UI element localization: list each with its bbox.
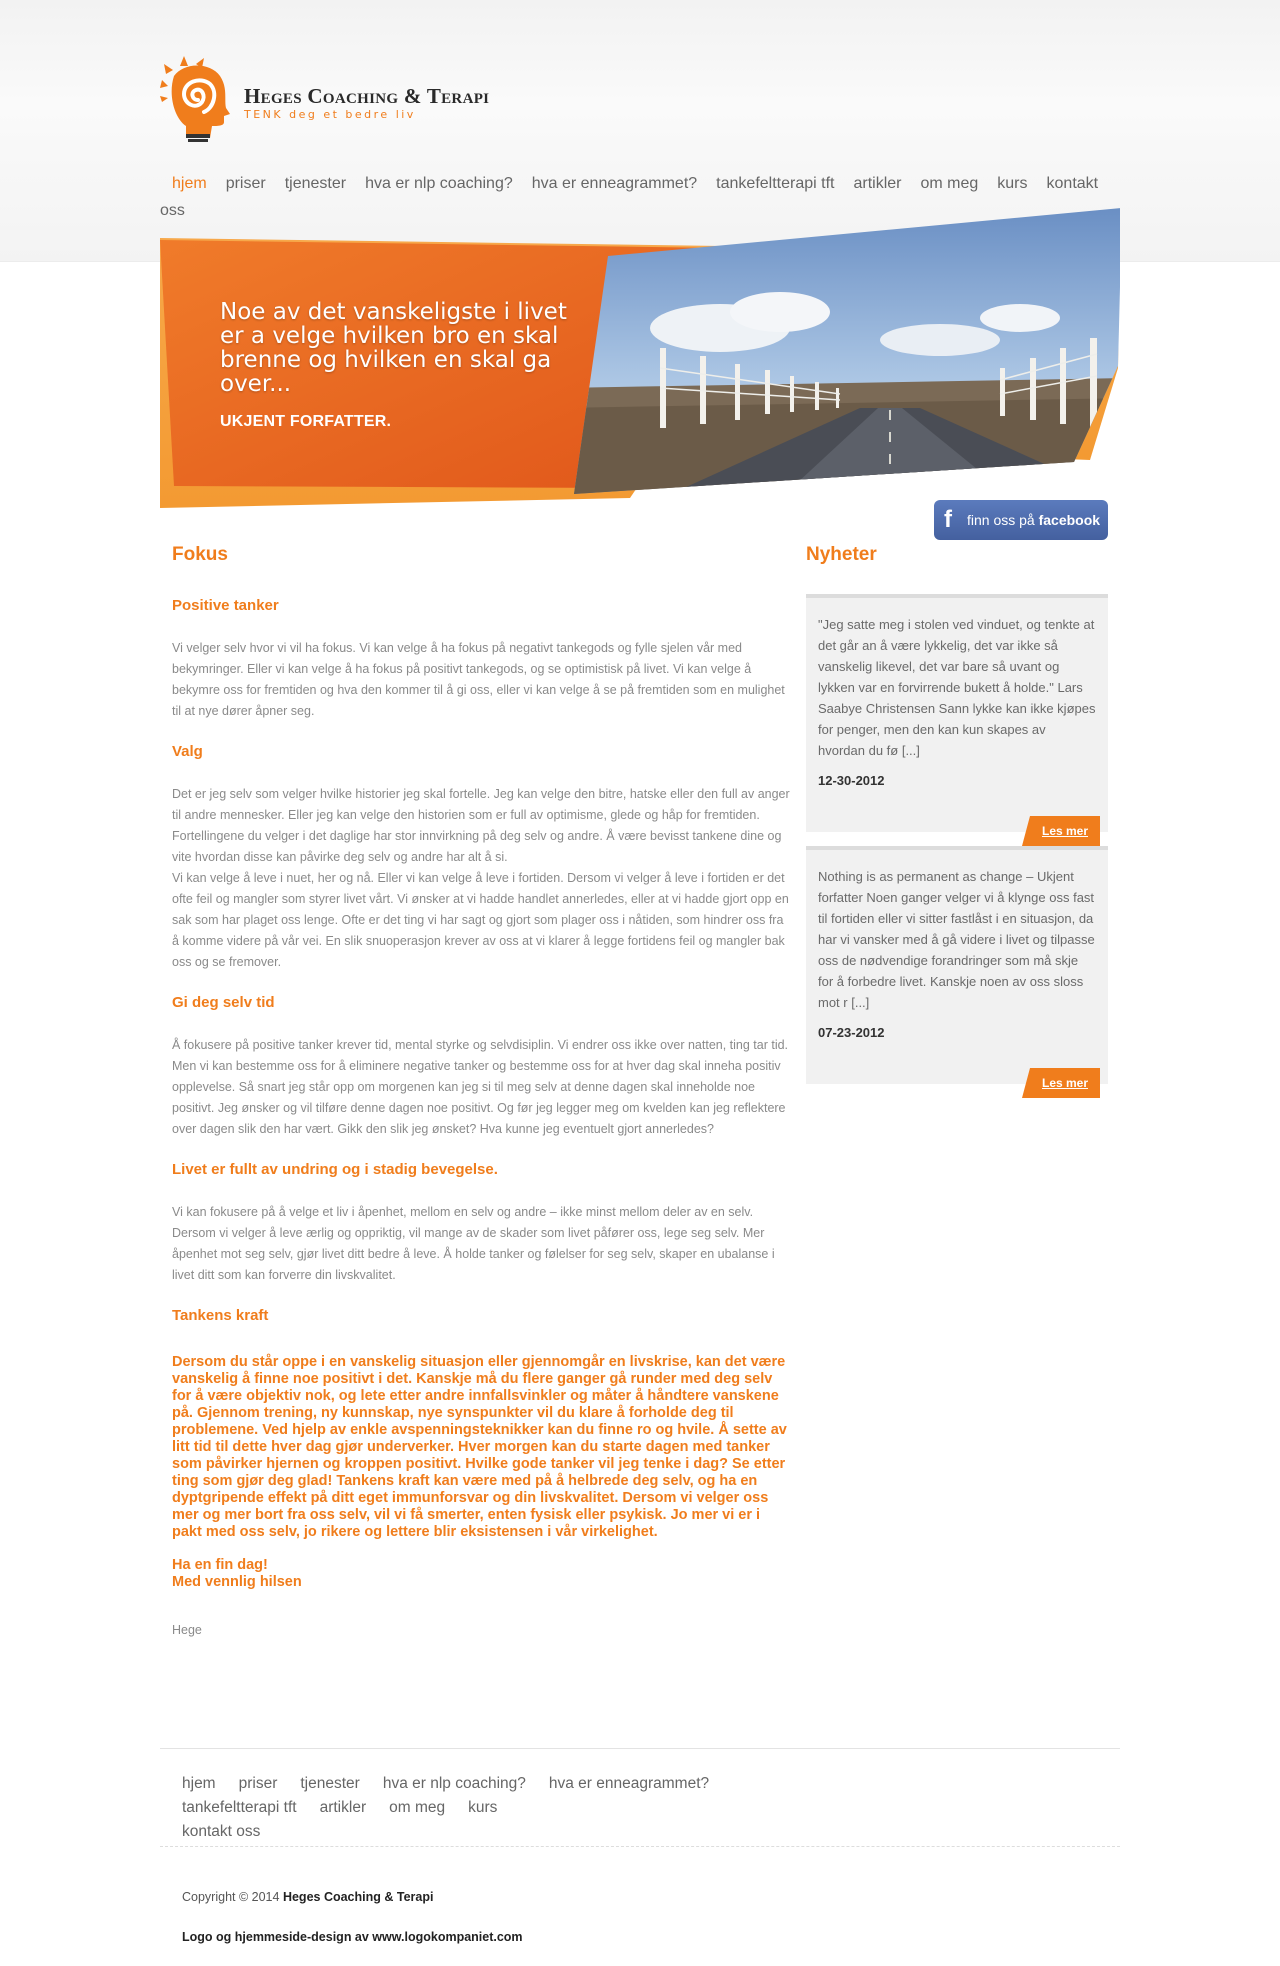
nav-item-tjenester[interactable]: tjenester [284,175,347,192]
design-credit[interactable]: Logo og hjemmeside-design av www.logokompaniet.com [182,1930,523,1944]
read-more-button[interactable]: Les mer [1030,816,1100,846]
greeting: Ha en fin dag! [172,1557,268,1573]
copyright-prefix: Copyright © 2014 [182,1890,280,1904]
footer-nav-kontakt-oss[interactable]: kontakt oss [182,1823,261,1840]
footer-nav-kurs[interactable]: kurs [468,1799,498,1816]
section-paragraph: Det er jeg selv som velger hvilke historier jeg skal fortelle. Jeg kan velge den bitre, hatske eller den full av anger til andre mennesker. Eller jeg kan velge den historien som er full av optimisme, glede og håp for fremtiden. Fortellingene du velger i det daglige har stor innvirkning på deg selv og andre. Å være bevisst tankene dine og vite hvordan disse kan påvirke deg selv og andre har alt å si. [172,787,790,864]
nav-item-kontakt-oss[interactable]: oss [160,202,185,219]
footer-nav-enneagrammet[interactable]: hva er enneagrammet? [548,1775,710,1792]
nav-item-hjem[interactable]: hjem [172,175,207,192]
nav-item-om-meg[interactable]: om meg [920,175,979,192]
facebook-prefix: finn oss på [967,512,1035,528]
nav-item-enneagrammet[interactable]: hva er enneagrammet? [531,175,698,192]
read-more-button[interactable]: Les mer [1030,1068,1100,1098]
closing: Med vennlig hilsen [172,1574,302,1590]
nav-item-tankefeltterapi[interactable]: tankefeltterapi tft [716,175,835,192]
footer-nav-artikler[interactable]: artikler [319,1799,367,1816]
tankens-kraft-text: Dersom du står oppe i en vanskelig situasjon eller gjennomgår en livskrise, kan det være vanskelig å finne noe positivt i det. Kanskje må du flere ganger gå runder med deg selv for å være objektiv nok, og lete etter andre innfallsvinkler og måter å håndtere vanskene på. Gjennom trening, ny kunnskap, nye synspunkter vil du klare å forholde deg til problemene. Ved hjelp av enkle avspenningsteknikker kan du finne ro og hvile. Å sette av litt tid til dette hver dag gjør underverker. Hver morgen kan du starte dagen med tanker som påvirker hjernen og kroppen positivt. Hvilke gode tanker vil jeg tenke i dag? Se etter ting som gjør deg glad! Tankens kraft kan være med på å helbrede deg selv, og ha en dyptgripende effekt på ditt eget immunforsvar og din livskvalitet. Dersom vi velger oss mer og mer bort fra oss selv, vil vi få smerter, enten fysisk eller psykisk. Jo mer vi er i pakt med oss selv, jo rikere og lettere blir eksistensen i vår virkelighet. [172,1354,787,1540]
banner-quote: Noe av det vanskeligste i livet er a velge hvilken bro en skal brenne og hvilken en skal ga over... [220,299,567,397]
footer-nav-priser[interactable]: priser [238,1775,278,1792]
main-content [172,538,792,1637]
footer-nav-hjem[interactable]: hjem [182,1775,216,1792]
nav-item-artikler[interactable]: artikler [853,175,902,192]
news-item [806,594,1108,838]
news-excerpt: "Jeg satte meg i stolen ved vinduet, og tenkte at det går an å være lykkelig, det var ikke så vanskelig likevel, det var bare så uvant og lykken var en forvirrende bukett å holde." Lars Saabye Christensen Sann lykke kan ikke kjøpes for penger, men den kan kun skapes av hvordan du fø [...] [818,617,1096,758]
footer-divider [160,1748,1120,1749]
section-paragraph: Vi velger selv hvor vi vil ha fokus. Vi kan velge å ha fokus på negativt tankegods og fylle sjelen vår med bekymringer. Eller vi kan velge å ha fokus på positivt tankegods, og se optimistisk på livet. Vi kan velge å bekymre oss for fremtiden og hva den kommer til å gi oss, eller vi kan velge å se på fremtiden som en mulighet til at nye dører åpner seg. [172,641,785,718]
signature: Hege [172,1623,202,1637]
page-title: Fokus [172,544,228,565]
footer-dashed-divider [160,1846,1120,1847]
site-logo[interactable] [160,56,520,146]
footer-nav-tjenester[interactable]: tjenester [300,1775,360,1792]
footer-nav-om-meg[interactable]: om meg [389,1799,446,1816]
news-date: 07-23-2012 [818,1025,885,1040]
news-excerpt: Nothing is as permanent as change – Ukjent forfatter Noen ganger velger vi å klynge oss fast til fortiden eller vi sitter fastlåst i en situasjon, da har vi vansker med å gå videre i livet og tilpasse oss de nødvendige forandringer som må skje for å forbedre livet. Kanskje noen av oss sloss mot r [...] [818,869,1095,1010]
section-paragraph: Vi kan fokusere på å velge et liv i åpenhet, mellom en selv og andre – ikke minst mellom deler av en selv. Dersom vi velger å leve ærlig og oppriktig, vil mange av de skader som livet påfører oss, lege seg selv. Mer åpenhet mot seg selv, gjør livet ditt bedre å leve. Å holde tanker og følelser for seg selv, skaper en ubalanse i livet ditt som kan forverre din livskvalitet. [172,1205,775,1282]
section-paragraph: Å fokusere på positive tanker krever tid, mental styrke og selvdisiplin. Vi endrer oss ikke over natten, ting tar tid. Men vi kan bestemme oss for å eliminere negative tanker og bestemme oss for at hver dag skal inneha positiv opplevelse. Så snart jeg står opp om morgenen kan jeg si til meg selv at denne dagen skal inneholde noe positivt. Jeg ønsker og vil tilføre denne dagen noe positivt. Og før jeg legger meg om kvelden kan jeg reflektere over dagen slik den har vært. Gikk den slik jeg ønsket? Hva kunne jeg eventuelt gjort annerledes? [172,1038,789,1136]
facebook-button[interactable] [934,500,1108,540]
nav-item-kontakt[interactable]: kontakt [1046,175,1099,192]
hero-banner [160,208,1120,510]
page-container [160,0,1120,1966]
logo-tagline: TENK deg et bedre liv [244,108,416,121]
section-paragraph: Vi kan velge å leve i nuet, her og nå. Eller vi kan velge å leve i fortiden. Dersom vi velger å leve i fortiden er det ofte feil og mangler som styrer livet vårt. Vi ønsker at vi hadde handlet annerledes, eller at vi hadde gjort opp en sak som har plaget oss lenge. Ofte er det ting vi har sagt og gjort som plager oss i nåtiden, som hindrer oss fra å komme videre på vår vei. En slik snuoperasjon krever av oss at vi klarer å legge fortidens feil og mangler bak oss og se fremover. [172,871,789,969]
logo-title: Heges Coaching & Terapi [244,84,490,108]
footer-nav-tankefeltterapi[interactable]: tankefeltterapi tft [182,1799,297,1816]
nav-item-nlp-coaching[interactable]: hva er nlp coaching? [365,175,513,192]
section-heading: Livet er fullt av undring og i stadig bevegelse. [172,1161,498,1178]
section-heading: Gi deg selv tid [172,994,275,1011]
nav-item-kurs[interactable]: kurs [997,175,1028,192]
head-spiral-logo-icon [160,56,240,144]
banner-author: UKJENT FORFATTER. [220,413,392,430]
facebook-brand: facebook [1038,512,1101,528]
news-title: Nyheter [806,544,877,565]
news-item [806,846,1108,1090]
nav-item-priser[interactable]: priser [225,175,266,192]
footer-nav [182,1772,1062,1844]
copyright-name: Heges Coaching & Terapi [282,1890,434,1904]
section-heading-tankens-kraft: Tankens kraft [172,1307,269,1324]
section-heading: Valg [172,743,203,760]
news-date: 12-30-2012 [818,773,885,788]
footer-nav-nlp-coaching[interactable]: hva er nlp coaching? [382,1775,526,1792]
facebook-icon: f [944,506,952,533]
news-sidebar [806,538,1108,1098]
section-heading: Positive tanker [172,597,279,614]
copyright [182,1890,433,1904]
